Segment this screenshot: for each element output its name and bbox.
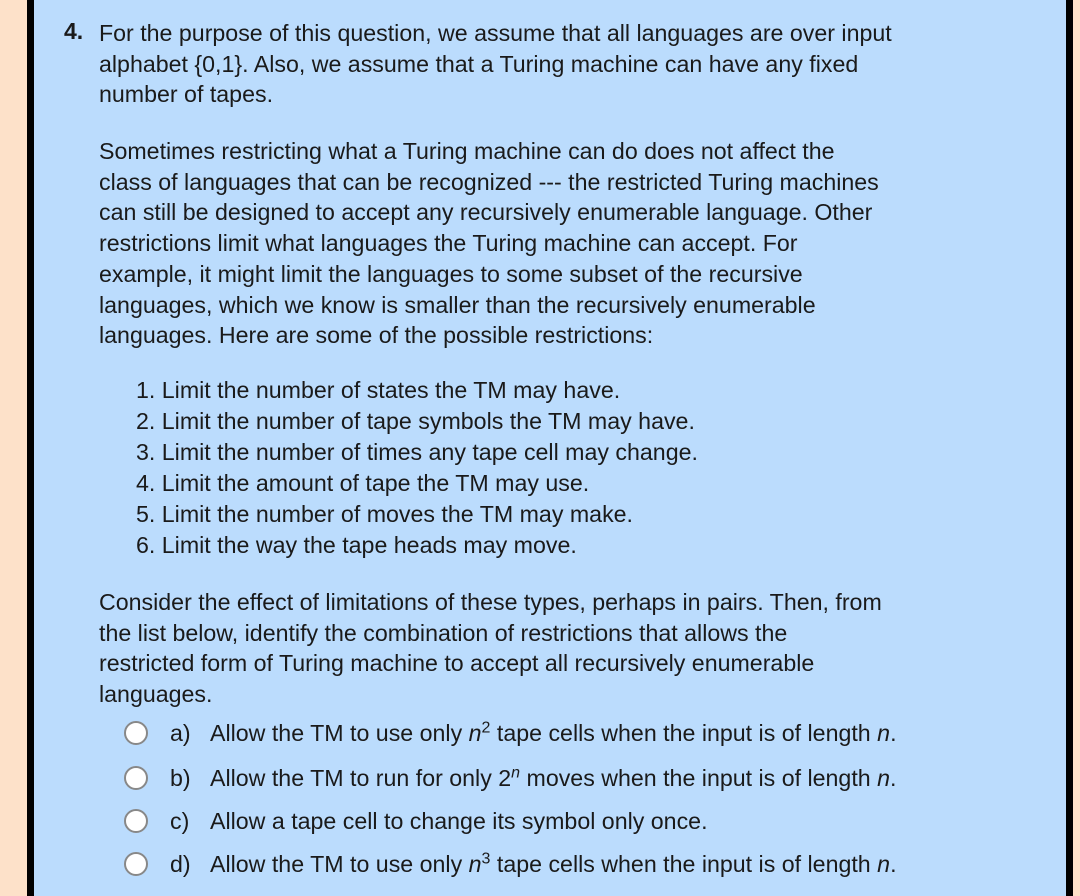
option-label: b)	[170, 764, 191, 791]
radio-button[interactable]	[124, 766, 148, 790]
text-line: restrictions limit what languages the Turing machine can accept. For	[99, 230, 798, 257]
option-text: Allow the TM to use only $n^2$ tape cells when the input is of length n.	[210, 718, 897, 746]
option-d[interactable]	[124, 849, 897, 879]
body-paragraph	[99, 136, 879, 351]
option-text: Allow the TM to run for only 2$^n$ moves when the input is of length n.	[210, 763, 897, 791]
option-label: c)	[170, 807, 190, 834]
text-line: languages. Here are some of the possible restrictions:	[99, 322, 654, 349]
option-text: Allow a tape cell to change its symbol only once.	[210, 807, 708, 834]
text-line: can still be designed to accept any recursively enumerable language. Other	[99, 199, 873, 226]
text-line: number of tapes.	[99, 81, 274, 108]
list-item: 3. Limit the number of times any tape cell may change.	[136, 439, 698, 465]
radio-button[interactable]	[124, 852, 148, 876]
option-b[interactable]	[124, 763, 896, 793]
prompt-paragraph	[99, 587, 882, 710]
text-line: Consider the effect of limitations of these types, perhaps in pairs. Then, from	[99, 589, 882, 615]
question-number: 4.	[64, 18, 84, 44]
option-label: d)	[170, 850, 191, 877]
text-line: alphabet {0,1}. Also, we assume that a Turing machine can have any fixed	[99, 50, 859, 77]
text-line: languages.	[99, 681, 213, 708]
text-line: the list below, identify the combination of restrictions that allows the	[99, 619, 788, 646]
text-line: example, it might limit the languages to some subset of the recursive	[99, 260, 803, 287]
option-text: Allow the TM to use only $n^3$ tape cells when the input is of length n.	[210, 849, 897, 877]
list-item: 1. Limit the number of states the TM may have.	[136, 377, 621, 403]
restrictions-list	[136, 375, 698, 561]
text-line: For the purpose of this question, we assume that all languages are over input	[99, 20, 892, 46]
text-line: languages, which we know is smaller than the recursively enumerable	[99, 291, 816, 318]
radio-button[interactable]	[124, 721, 148, 745]
text-line: class of languages that can be recognized --- the restricted Turing machines	[99, 168, 879, 195]
option-a[interactable]	[124, 718, 897, 748]
list-item: 6. Limit the way the tape heads may move.	[136, 532, 577, 558]
text-line: Sometimes restricting what a Turing machine can do does not affect the	[99, 138, 835, 164]
text-line: restricted form of Turing machine to accept all recursively enumerable	[99, 650, 815, 677]
intro-paragraph	[99, 18, 892, 110]
radio-button[interactable]	[124, 809, 148, 833]
list-item: 4. Limit the amount of tape the TM may use.	[136, 470, 590, 496]
list-item: 5. Limit the number of moves the TM may make.	[136, 501, 634, 527]
option-label: a)	[170, 719, 191, 746]
option-c[interactable]	[124, 806, 708, 836]
list-item: 2. Limit the number of tape symbols the TM may have.	[136, 408, 695, 434]
